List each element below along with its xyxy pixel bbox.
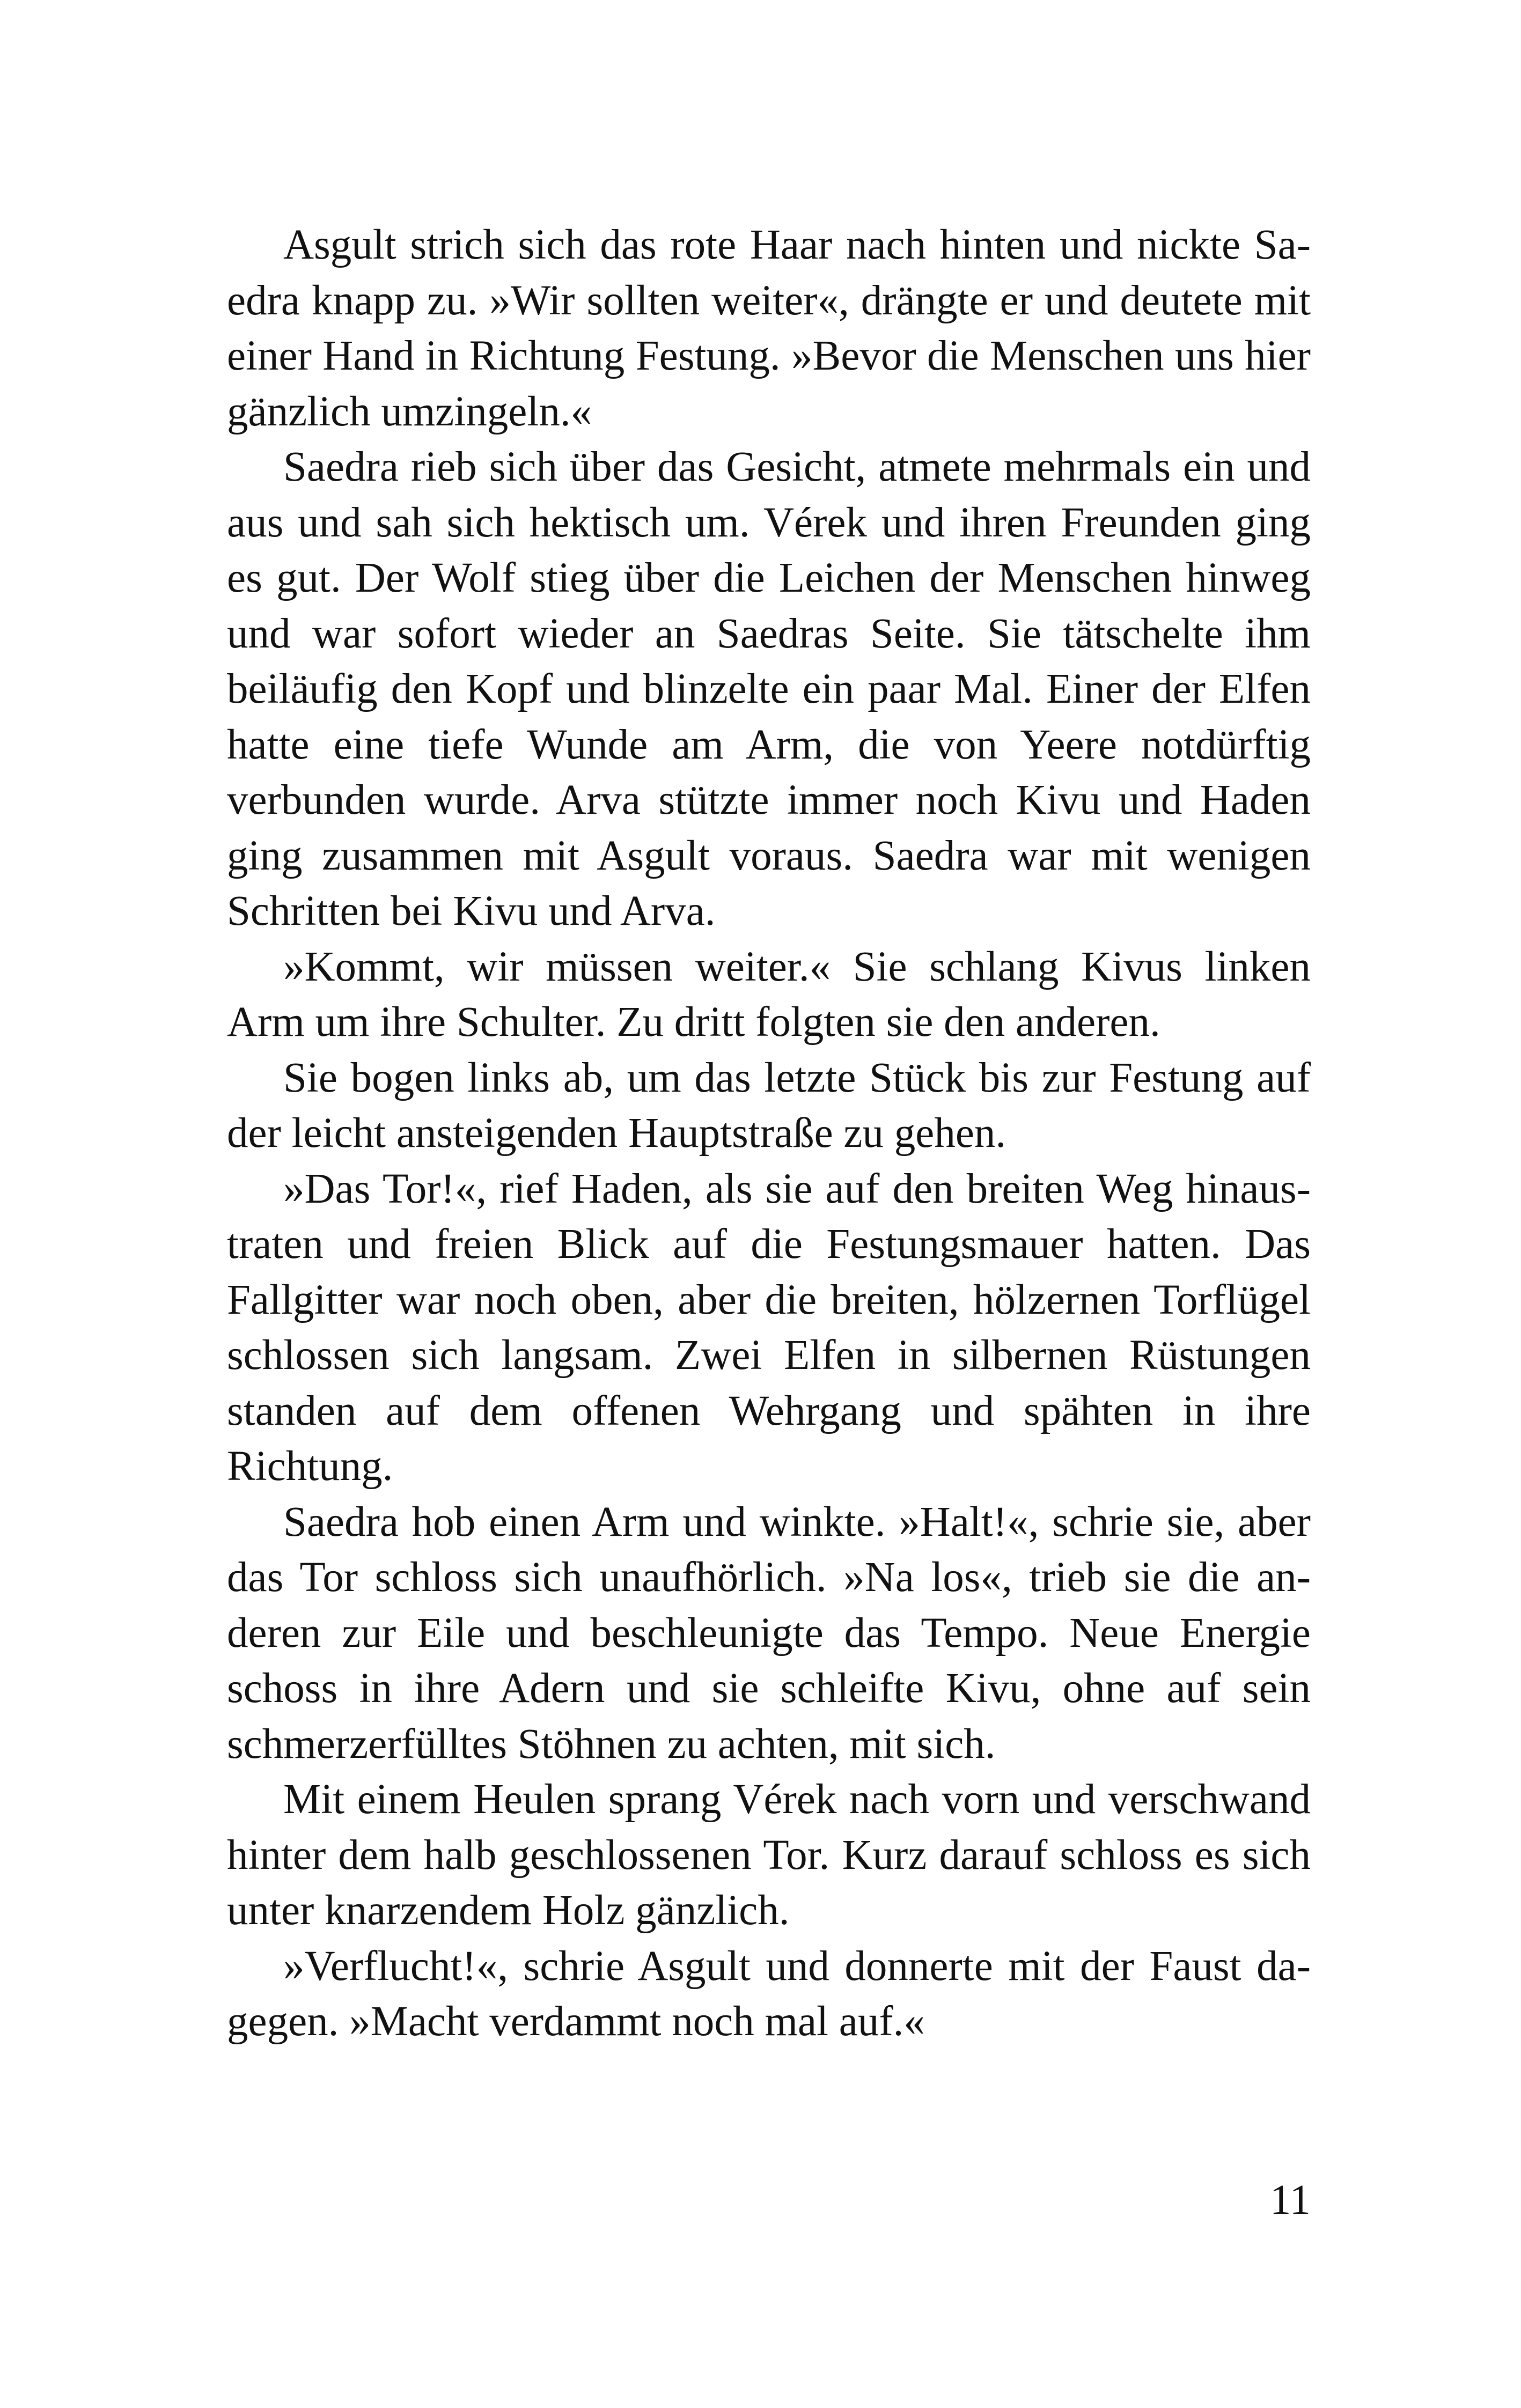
paragraph-8: »Verflucht!«, schrie Asgult und donnerte mit der Faust dagegen. »Macht verdammt noch mal auf.« xyxy=(227,1942,1311,2045)
paragraph-6: Saedra hob einen Arm und winkte. »Halt!«, schrie sie, aber das Tor schloss sich unaufhörlich. »Na los«, trieb sie die anderen zur Eile und beschleunigte das Tempo. Neue Energie schoss in ihre Adern und sie schleifte Kivu, ohne auf sein schmerzerfülltes Stöhnen zu achten, mit sich. xyxy=(227,1498,1311,1768)
paragraph-3: »Kommt, wir müssen weiter.« Sie schlang Kivus linken Arm um ihre Schulter. Zu dritt folgten sie den anderen. xyxy=(227,943,1311,1045)
paragraph-7: Mit einem Heulen sprang Vérek nach vorn und verschwand hinter dem halb geschlossenen Tor. Kurz darauf schloss es sich unter knarzendem Holz gänzlich. xyxy=(227,1776,1311,1934)
page-number: 11 xyxy=(1269,2177,1311,2223)
paragraph-2: Saedra rieb sich über das Gesicht, atmete mehrmals ein und aus und sah sich hektisch um. Vérek und ihren Freunden ging es gut. Der Wolf stieg über die Leichen der Menschen hinweg und war sofort wieder an Saedras Seite. Sie tätschelte ihm beiläufig den Kopf und blinzelte ein paar Mal. Einer der Elfen hatte eine tiefe Wunde am Arm, die von Yeere notdürftig verbunden wurde. Arva stützte immer noch Kivu und Haden ging zusammen mit Asgult voraus. Saedra war mit wenigen Schritten bei Kivu und Arva. xyxy=(227,444,1311,934)
paragraph-4: Sie bogen links ab, um das letzte Stück bis zur Festung auf der leicht ansteigenden Hauptstraße zu gehen. xyxy=(227,1054,1311,1157)
paragraph-1: Asgult strich sich das rote Haar nach hinten und nickte Saedra knapp zu. »Wir sollten weiter«, drängte er und deutete mit einer Hand in Richtung Festung. »Bevor die Menschen uns hier gänzlich umzingeln.« xyxy=(227,222,1311,435)
body-text xyxy=(227,217,1311,2050)
paragraph-5: »Das Tor!«, rief Haden, als sie auf den breiten Weg hinaustraten und freien Blick auf die Festungsmauer hatten. Das Fallgitter war noch oben, aber die breiten, hölzernen Torflügel schlossen sich langsam. Zwei Elfen in silbernen Rüstungen standen auf dem offenen Wehrgang und spähten in ihre Richtung. xyxy=(227,1165,1311,1490)
